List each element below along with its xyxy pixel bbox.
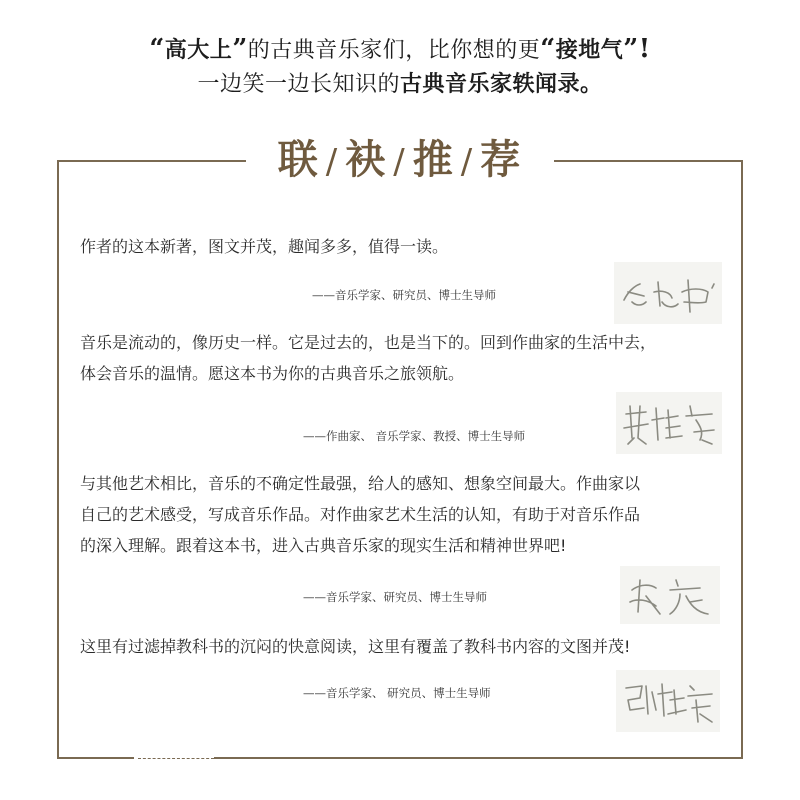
- recommendation-attribution-1: ——音乐学家、研究员、博士生导师: [312, 288, 496, 302]
- title-separator: /: [460, 142, 475, 182]
- title-char-2: 袂: [345, 137, 388, 183]
- header-mid-text: 的古典音乐家们，比你想的更: [247, 38, 541, 63]
- close-quote-2: ”!: [623, 34, 651, 64]
- title-separator: /: [393, 142, 407, 182]
- title-char-3: 推: [412, 137, 455, 183]
- header-line-2-bold: 古典音乐家轶闻录。: [400, 72, 603, 97]
- title-separator: /: [325, 142, 340, 182]
- frame-bottom-gap: [134, 752, 214, 766]
- title-char-4: 荐: [480, 137, 523, 183]
- recommendation-text-2: 音乐是流动的，像历史一样。它是过去的，也是当下的。回到作曲家的生活中去， 体会音乐的温情。愿这本书为你的古典音乐之旅领航。: [80, 333, 657, 383]
- section-title: [246, 128, 554, 194]
- recommendation-text-1: 作者的这本新著，图文并茂，趣闻多多，值得一读。: [80, 237, 449, 256]
- header-bold-1: 高大上: [164, 38, 233, 63]
- header-bold-2: 接地气: [555, 38, 624, 63]
- signature-4-icon: [616, 670, 720, 732]
- signature-3-icon: [620, 566, 720, 624]
- recommendation-text-3: 与其他艺术相比，音乐的不确定性最强，给人的感知、想象空间最大。作曲家以 自己的艺术感受，写成音乐作品。对作曲家艺术生活的认知，有助于对音乐作品 的深入理解。跟着这本书，进入古典音乐家的现实生活和精神世界吧!: [80, 474, 641, 555]
- open-quote: “: [149, 34, 165, 64]
- header-line-1: [0, 32, 800, 68]
- signature-1-icon: [614, 262, 722, 324]
- header-line-2: [0, 68, 800, 102]
- open-quote-2: “: [540, 34, 556, 64]
- section-title-box: [246, 128, 554, 192]
- title-char-1: 联: [277, 137, 320, 183]
- header-line-2-text: 一边笑一边长知识的: [197, 72, 400, 97]
- recommendation-attribution-2: ——作曲家、 音乐学家、教授、博士生导师: [303, 429, 526, 443]
- signature-2-icon: [616, 392, 722, 454]
- close-quote: ”: [232, 34, 248, 64]
- recommendation-attribution-4: ——音乐学家、 研究员、博士生导师: [303, 686, 491, 700]
- recommendation-text-4: 这里有过滤掉教科书的沉闷的快意阅读，这里有覆盖了教科书内容的文图并茂!: [80, 637, 631, 656]
- header: [0, 32, 800, 102]
- frame-bottom-dash: [138, 758, 214, 759]
- recommendation-attribution-3: ——音乐学家、研究员、博士生导师: [303, 590, 487, 604]
